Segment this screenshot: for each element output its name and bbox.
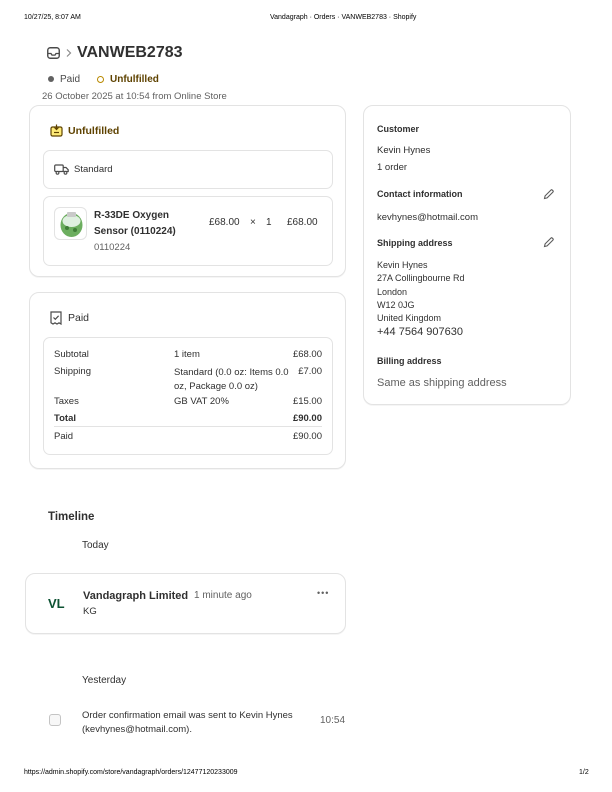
timeline-event-line2: (kevhynes@hotmail.com). xyxy=(82,723,192,735)
order-number: VANWEB2783 xyxy=(77,44,183,61)
quantity: 1 xyxy=(266,217,272,228)
print-page-number: 1/2 xyxy=(579,769,589,776)
order-meta: 26 October 2025 at 10:54 from Online Store xyxy=(42,91,227,102)
print-datetime: 10/27/25, 8:07 AM xyxy=(24,14,81,21)
timeline-date-today: Today xyxy=(82,540,109,551)
unfulfilled-icon xyxy=(50,124,63,137)
orders-icon[interactable] xyxy=(47,47,60,59)
paid-amount: £90.00 xyxy=(292,431,322,442)
receipt-icon xyxy=(50,311,62,325)
comment-avatar: VL xyxy=(48,596,65,611)
address-line: 27A Collingbourne Rd xyxy=(377,273,465,284)
timeline-event-text xyxy=(82,709,293,736)
unit-price: £68.00 xyxy=(209,217,240,228)
timeline-heading: Timeline xyxy=(48,511,95,523)
timeline-event-time: 10:54 xyxy=(320,715,346,726)
address-line: London xyxy=(377,286,408,297)
subtotal-desc: 1 item xyxy=(174,349,200,360)
product-thumbnail[interactable] xyxy=(54,207,87,240)
unfulfilled-status-dot xyxy=(97,76,104,83)
paid-label: Paid xyxy=(54,431,74,442)
more-icon[interactable]: ••• xyxy=(317,588,330,598)
address-line: Kevin Hynes xyxy=(377,260,428,270)
product-name-line1[interactable]: R-33DE Oxygen xyxy=(94,210,170,221)
edit-contact-icon[interactable] xyxy=(543,189,554,200)
taxes-amount: £15.00 xyxy=(292,396,322,407)
comment-body: KG xyxy=(83,606,97,617)
paid-card-title: Paid xyxy=(68,312,90,324)
shipping-amount: £7.00 xyxy=(298,366,322,377)
timeline-date-yesterday: Yesterday xyxy=(82,675,127,686)
shipping-desc-line1: Standard (0.0 oz: Items 0.0 xyxy=(174,367,289,378)
product-name[interactable] xyxy=(94,208,176,240)
payment-summary-box xyxy=(43,337,333,455)
shipping-address xyxy=(377,259,465,325)
billing-address-heading: Billing address xyxy=(377,356,442,366)
line-item-box xyxy=(43,196,333,266)
comment-time-ago: 1 minute ago xyxy=(194,590,252,601)
customer-name-link[interactable]: Kevin Hynes xyxy=(377,145,431,156)
total-label: Total xyxy=(54,413,76,424)
subtotal-amount: £68.00 xyxy=(292,349,322,360)
shipping-desc-line2: oz, Package 0.0 oz) xyxy=(174,380,258,392)
customer-phone[interactable]: +44 7564 907630 xyxy=(377,326,463,338)
customer-email[interactable]: kevhynes@hotmail.com xyxy=(377,212,478,223)
comment-author: Vandagraph Limited xyxy=(83,590,189,602)
taxes-label: Taxes xyxy=(54,396,79,407)
edit-shipping-icon[interactable] xyxy=(543,237,554,248)
delivery-method-label: Standard xyxy=(74,164,113,175)
address-line: W12 0JG xyxy=(377,299,415,310)
shipping-desc xyxy=(174,366,289,393)
payment-status-badge: Paid xyxy=(60,74,81,85)
shipping-address-heading: Shipping address xyxy=(377,238,453,248)
line-total: £68.00 xyxy=(287,217,318,228)
address-line: United Kingdom xyxy=(377,313,442,324)
billing-address-value: Same as shipping address xyxy=(377,377,507,389)
truck-icon xyxy=(54,164,69,175)
product-name-line2[interactable]: Sensor (0110224) xyxy=(94,226,176,237)
shipping-label: Shipping xyxy=(54,366,91,377)
product-sku: 0110224 xyxy=(94,242,131,253)
unfulfilled-card-title: Unfulfilled xyxy=(68,125,120,137)
print-title: Vandagraph · Orders · VANWEB2783 · Shopify xyxy=(270,14,417,21)
unfulfilled-card xyxy=(29,105,346,277)
paid-card xyxy=(29,292,346,469)
fulfillment-status-badge: Unfulfilled xyxy=(110,74,159,85)
delivery-method-box xyxy=(43,150,333,189)
customer-heading: Customer xyxy=(377,124,420,134)
timeline-event-line1: Order confirmation email was sent to Kevin Hynes xyxy=(82,710,293,721)
total-amount: £90.00 xyxy=(292,413,322,424)
timeline-comment-card xyxy=(25,573,346,634)
checkbox-icon xyxy=(49,714,61,726)
customer-card xyxy=(363,105,571,405)
subtotal-label: Subtotal xyxy=(54,349,89,360)
chevron-right-icon xyxy=(66,47,72,59)
summary-divider xyxy=(54,426,322,427)
print-url: https://admin.shopify.com/store/vandagraph/orders/12477120233009 xyxy=(24,769,238,776)
times-sign: × xyxy=(250,217,256,228)
contact-heading: Contact information xyxy=(377,189,463,199)
paid-status-dot xyxy=(48,76,54,82)
customer-order-count[interactable]: 1 order xyxy=(377,162,408,173)
taxes-desc: GB VAT 20% xyxy=(174,396,229,407)
